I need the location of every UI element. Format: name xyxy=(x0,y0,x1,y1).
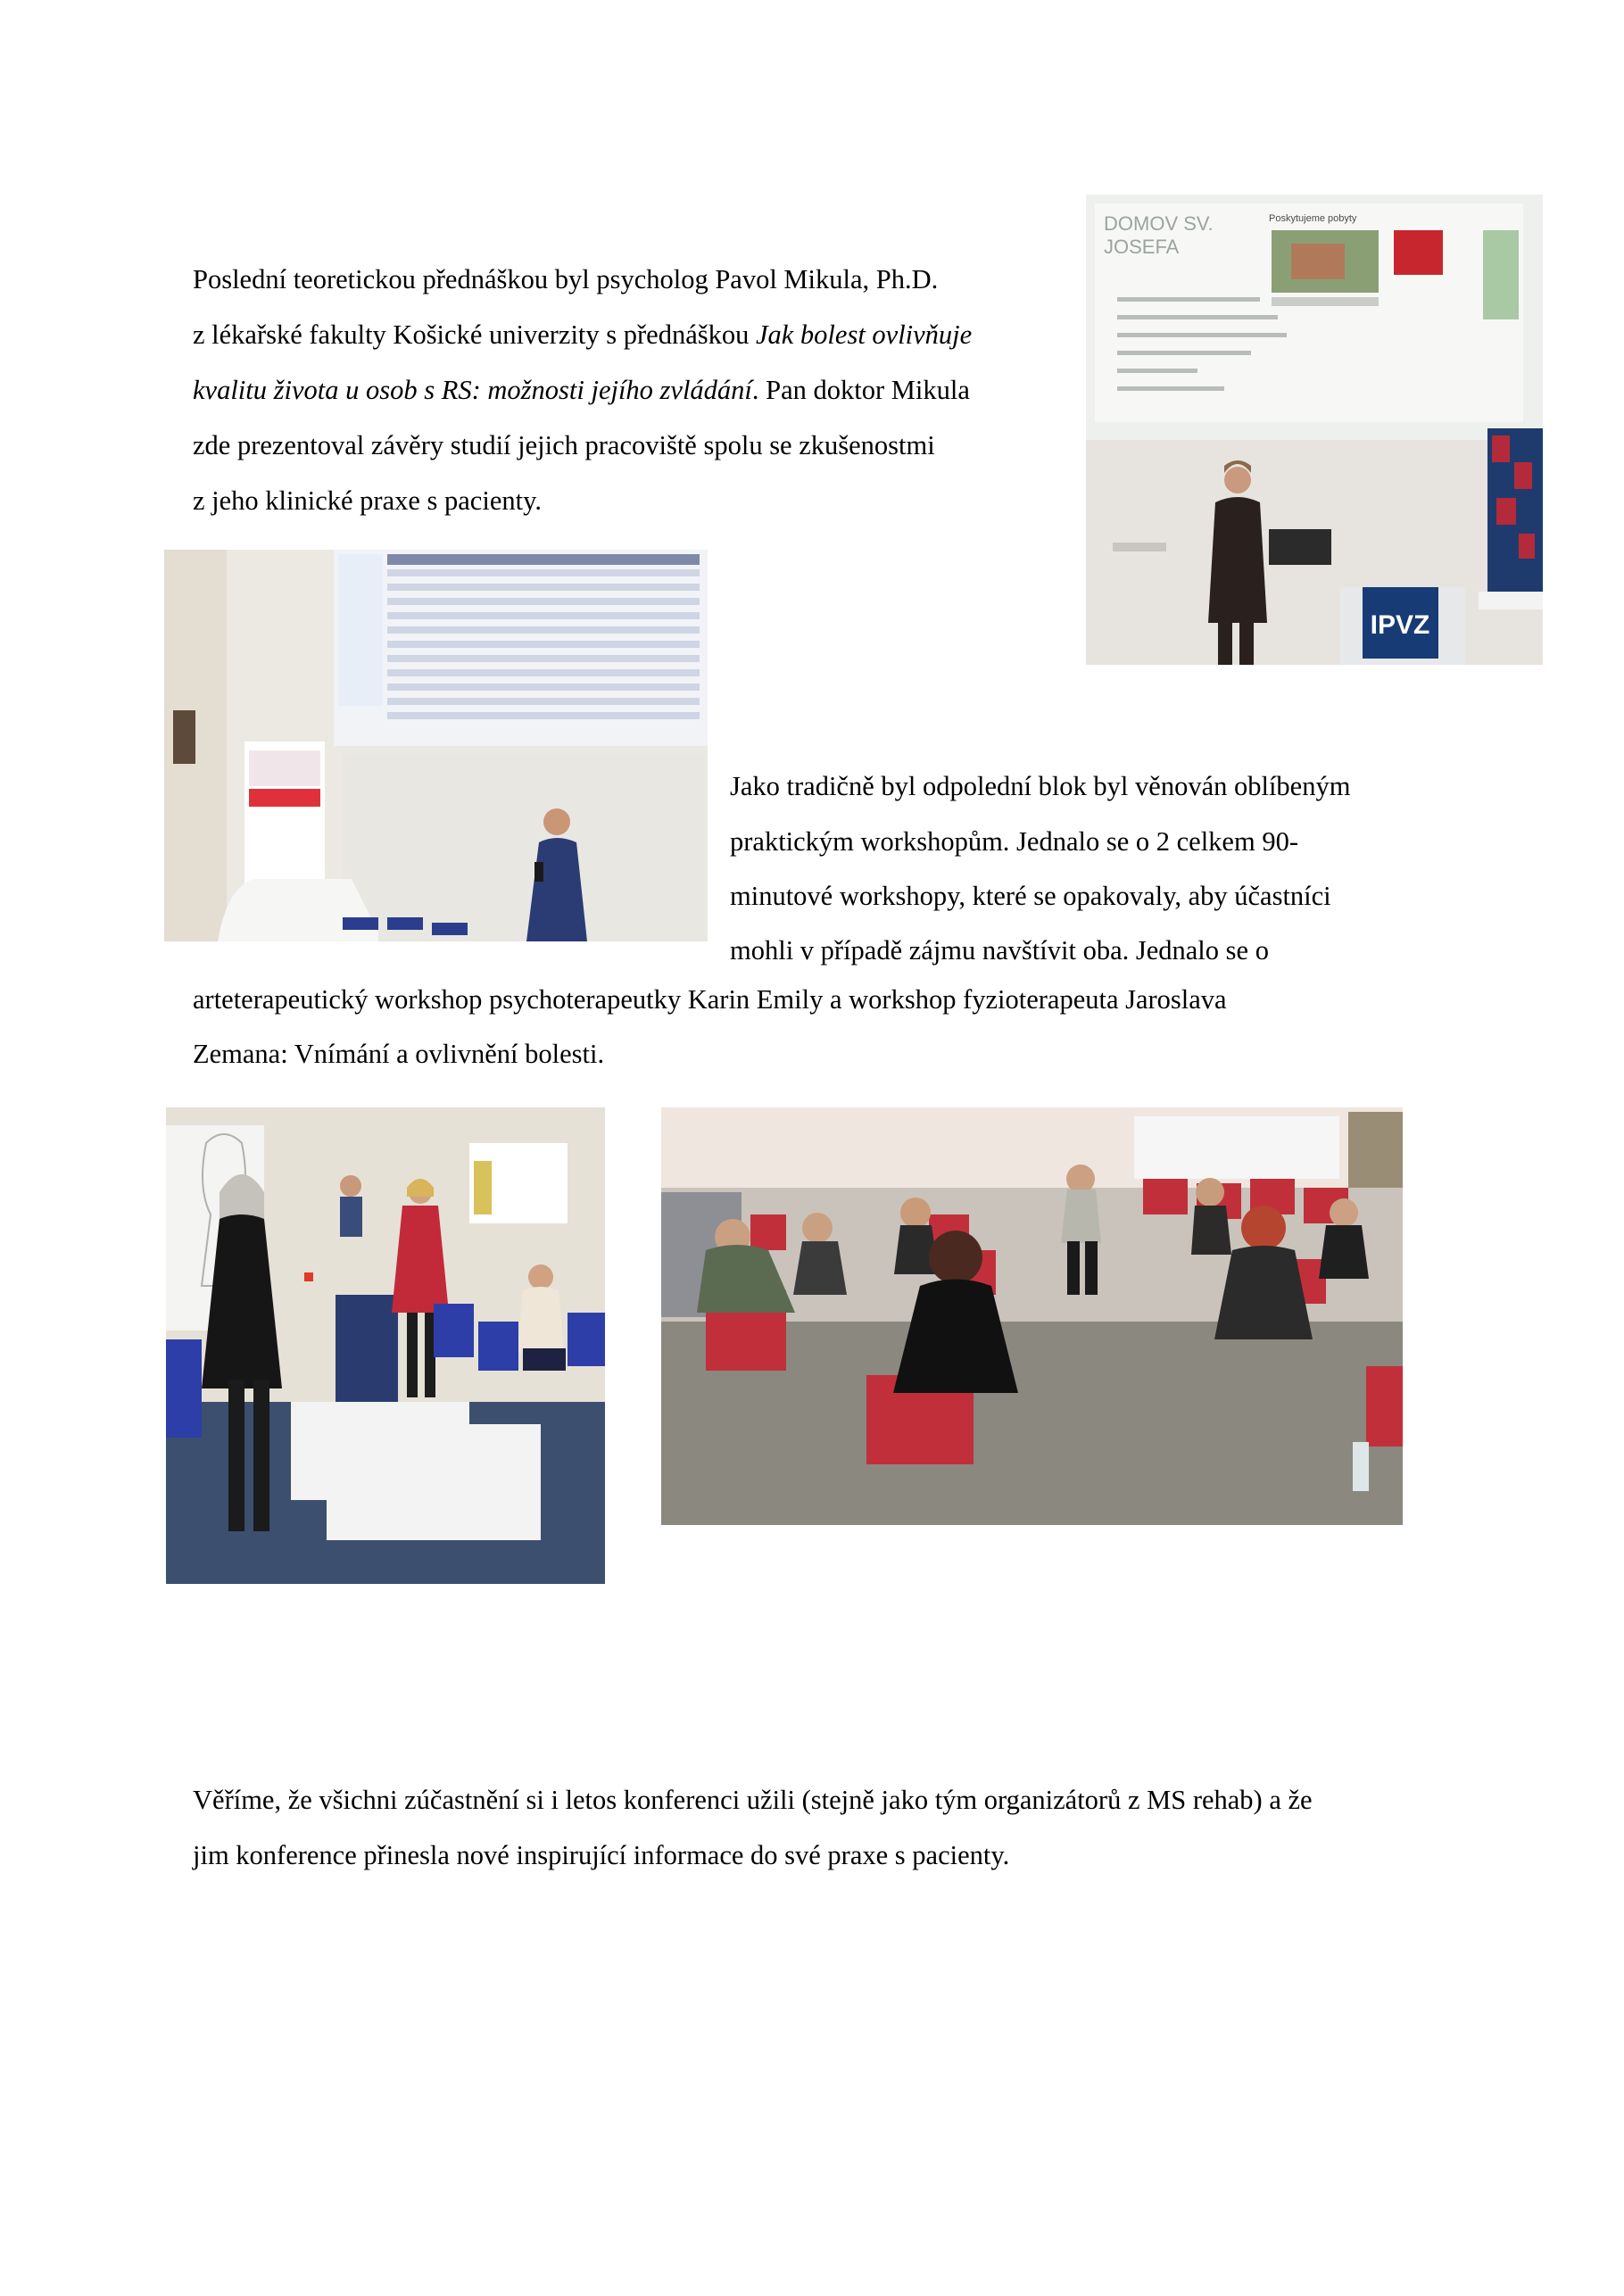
para1-line5: z jeho klinické praxe s pacienty. xyxy=(193,485,542,516)
para1-line2 xyxy=(193,321,972,349)
para1-lecture-title-part1: Jak bolest ovlivňuje xyxy=(755,319,973,350)
para1-line1: Poslední teoretickou přednáškou byl psycholog Pavol Mikula, Ph.D. xyxy=(193,264,939,294)
photo-male-speaker xyxy=(164,550,708,941)
photo-speaker-podium xyxy=(1086,195,1543,665)
para2-line2: praktickým workshopům. Jednalo se o 2 celkem 90- xyxy=(730,826,1298,857)
slide-title-2: JOSEFA xyxy=(1104,236,1180,258)
slide-heading: Poskytujeme pobyty xyxy=(1269,213,1357,224)
para1-line2-a: z lékařské fakulty Košické univerzity s přednáškou xyxy=(193,319,756,350)
para1-line3 xyxy=(193,377,970,404)
para2-line5: arteterapeutický workshop psychoterapeutky Karin Emily a workshop fyzioterapeuta Jaroslava xyxy=(193,984,1227,1015)
podium-logo: IPVZ xyxy=(1370,610,1430,640)
para1-line4: zde prezentoval závěry studií jejich pracoviště spolu se zkušenostmi xyxy=(193,430,935,460)
para2-line3: minutové workshopy, které se opakovaly, aby účastníci xyxy=(730,881,1331,911)
para1-line3-b: . Pan doktor Mikula xyxy=(751,375,970,405)
photo-physio-workshop xyxy=(661,1107,1403,1525)
para2-line4: mohli v případě zájmu navštívit oba. Jednalo se o xyxy=(730,935,1269,966)
para1-lecture-title-part2: kvalitu života u osob s RS: možnosti jejího zvládání xyxy=(193,375,752,405)
para3-line1: Věříme, že všichni zúčastnění si i letos konferenci užili (stejně jako tým organizátorů z MS rehab) a že xyxy=(193,1785,1313,1815)
slide-title-1: DOMOV SV. xyxy=(1104,212,1214,235)
para3-line2: jim konference přinesla nové inspirující informace do své praxe s pacienty. xyxy=(193,1840,1010,1870)
para2-line6: Zemana: Vnímání a ovlivnění bolesti. xyxy=(193,1039,605,1069)
photo-art-workshop xyxy=(166,1107,605,1584)
para2-line1: Jako tradičně byl odpolední blok byl věnován oblíbeným xyxy=(730,771,1351,801)
